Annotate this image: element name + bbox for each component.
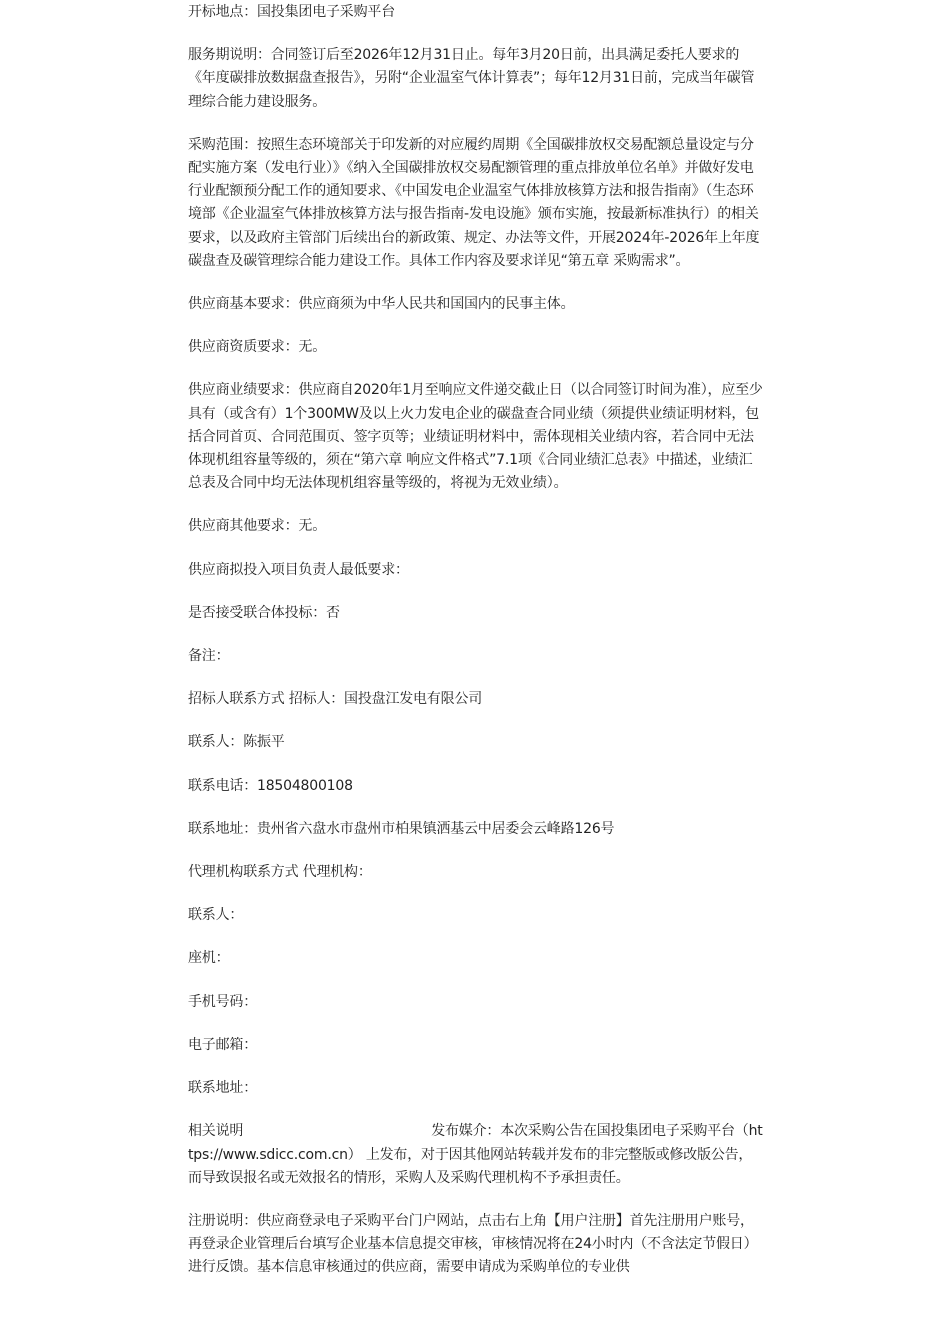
agency-landline: 座机： <box>188 950 230 967</box>
remarks: 备注： <box>188 648 230 665</box>
agency-mobile: 手机号码： <box>188 993 257 1010</box>
service-period: 服务期说明：合同签订后至2026年12月31日止。每年3月20日前，出具满足委托人要求的《年度碳排放数据盘查报告》，另附“企业温室气体计算表”；每年12月31日前，完成当年碳管理综合能力建设服务。 <box>188 47 755 110</box>
supplier-other-requirements: 供应商其他要求：无。 <box>188 518 326 535</box>
bid-opening-location: 开标地点：国投集团电子采购平台 <box>188 4 395 20</box>
supplier-basic-requirement: 供应商基本要求：供应商须为中华人民共和国国内的民事主体。 <box>188 296 575 313</box>
supplier-performance: 供应商业绩要求：供应商自2020年1月至响应文件递交截止日（以合同签订时间为准），应至少具有（或含有）1个300MW及以上火力发电企业的碳盘查合同业绩（须提供业绩证明材料，包括合同首页、合同范围页、签字页等；业绩证明材料中，需体现相关业绩内容，若合同中无法体现机组容量等级的，须在“第六章 响应文件格式”7.1项《合同业绩汇总表》中描述，业绩汇总表及合同中均无法体现机组容量等级的，将视为无效业绩）。 <box>188 382 763 492</box>
related-notes-text: 发布媒介：本次采购公告在国投集团电子采购平台（https://www.sdicc.com.cn） 上发布，对于因其他网站转载并发布的非完整版或修改版公告，而导致误报名或无效报名的情形，采购人及采购代理机构不予承担责任。 <box>188 1123 763 1186</box>
registration-notes: 注册说明：供应商登录电子采购平台门户网站，点击右上角【用户注册】首先注册用户账号，再登录企业管理后台填写企业基本信息提交审核，审核情况将在24小时内（不含法定节假日）进行反馈。基本信息审核通过的供应商，需要申请成为采购单位的专业供 <box>188 1212 758 1276</box>
tenderer-address: 联系地址：贵州省六盘水市盘州市柏果镇洒基云中居委会云峰路126号 <box>188 820 615 837</box>
tenderer-contact-person: 联系人：陈振平 <box>188 734 285 751</box>
agency-contact: 代理机构联系方式 代理机构： <box>188 864 372 881</box>
tenderer-phone: 联系电话：18504800108 <box>188 777 353 794</box>
agency-contact-person: 联系人： <box>188 907 244 924</box>
agency-email: 电子邮箱： <box>188 1036 257 1053</box>
supplier-qualification: 供应商资质要求：无。 <box>188 339 326 356</box>
project-leader-requirement: 供应商拟投入项目负责人最低要求： <box>188 561 409 578</box>
consortium-bid: 是否接受联合体投标：否 <box>188 604 340 621</box>
agency-address: 联系地址： <box>188 1080 257 1097</box>
related-notes <box>188 1120 764 1190</box>
related-notes-label: 相关说明 <box>188 1123 244 1140</box>
tenderer-contact: 招标人联系方式 招标人：国投盘江发电有限公司 <box>188 691 483 708</box>
document-body <box>188 1 764 1300</box>
procurement-scope: 采购范围：按照生态环境部关于印发新的对应履约周期《全国碳排放权交易配额总量设定与分配实施方案（发电行业）》《纳入全国碳排放权交易配额管理的重点排放单位名单》并做好发电行业配额预分配工作的通知要求、《中国发电企业温室气体排放核算方法和报告指南》（生态环境部《企业温室气体排放核算方法与报告指南-发电设施》颁布实施，按最新标准执行）的相关要求，以及政府主管部门后续出台的新政策、规定、办法等文件，开展2024年-2026年上年度碳盘查及碳管理综合能力建设工作。具体工作内容及要求详见“第五章 采购需求”。 <box>188 136 760 269</box>
